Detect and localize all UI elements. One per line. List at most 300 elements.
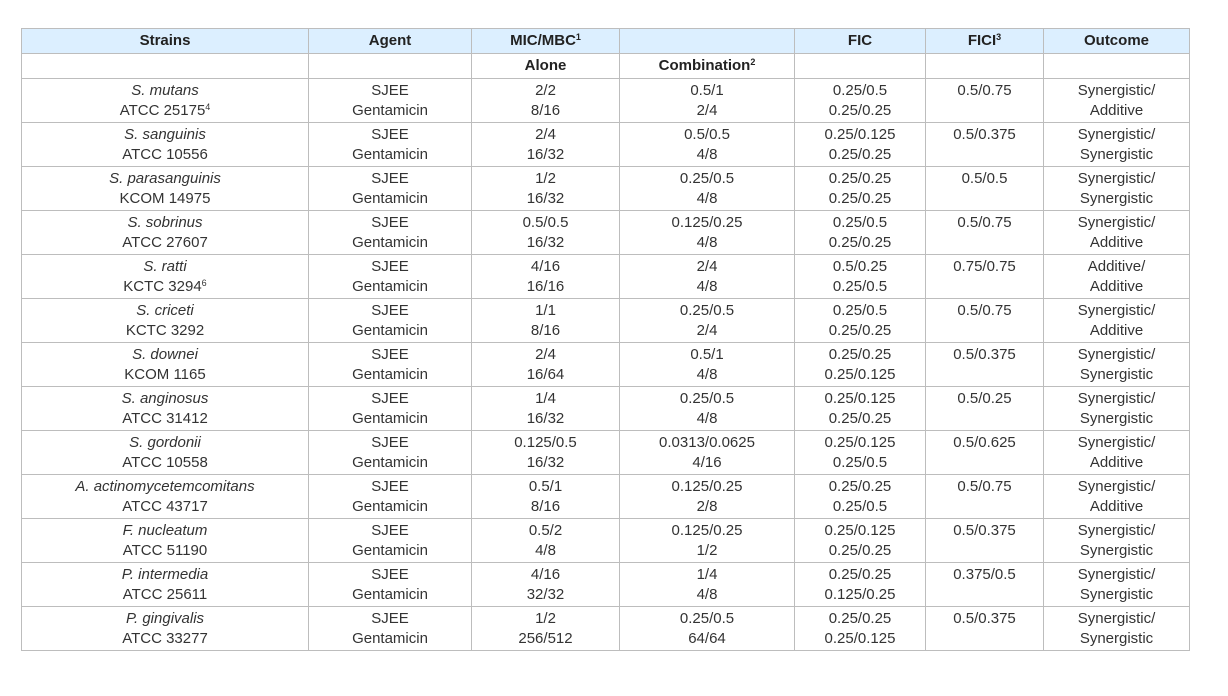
mic-mbc-value: 16/32 <box>526 146 565 163</box>
mic-mbc-value: 1/4 <box>696 566 718 583</box>
species-name: S. sanguinis <box>124 126 206 143</box>
agent-name: SJEE <box>371 610 409 627</box>
mic-mbc-value: 4/8 <box>696 278 718 295</box>
agent-name: SJEE <box>371 214 409 231</box>
mic-mbc-value: 8/16 <box>530 498 561 515</box>
fic-value: 0.25/0.125 <box>824 366 896 383</box>
outcome-text: Additive <box>1089 278 1144 295</box>
outcome-text: Synergistic/ <box>1077 434 1156 451</box>
species-name: S. mutans <box>131 82 199 99</box>
mic-mbc-value: 16/32 <box>526 234 565 251</box>
fic-value: 0.5/0.25 <box>832 258 888 275</box>
fic-value: 0.25/0.5 <box>832 278 888 295</box>
agent-cell <box>309 475 472 519</box>
alone-cell <box>472 563 620 607</box>
fici-cell <box>926 387 1044 431</box>
agent-name: SJEE <box>371 126 409 143</box>
column-header-label: FIC <box>847 32 873 49</box>
fic-value: 0.25/0.25 <box>828 346 892 363</box>
fici-cell <box>926 123 1044 167</box>
agent-name: Gentamicin <box>352 234 428 251</box>
agent-cell <box>309 431 472 475</box>
combination-cell <box>620 431 795 475</box>
agent-cell <box>309 343 472 387</box>
agent-cell <box>309 255 472 299</box>
outcome-cell <box>1044 343 1190 387</box>
agent-cell <box>309 123 472 167</box>
alone-cell <box>472 79 620 123</box>
agent-name: Gentamicin <box>352 410 428 427</box>
mic-mbc-value: 4/8 <box>535 542 556 559</box>
species-name: S. criceti <box>136 302 194 319</box>
fic-value: 0.25/0.5 <box>832 454 888 471</box>
species-name: S. downei <box>132 346 198 363</box>
agent-name: Gentamicin <box>352 190 428 207</box>
fic-cell <box>795 79 926 123</box>
outcome-cell <box>1044 211 1190 255</box>
table-row <box>22 211 1190 255</box>
column-header <box>472 29 620 54</box>
strain-id <box>22 233 308 253</box>
strain-id-text: ATCC 25611 <box>122 586 208 603</box>
strain-cell <box>22 255 309 299</box>
species-name: P. intermedia <box>121 566 209 583</box>
mic-mbc-value: 0.5/2 <box>528 522 563 539</box>
outcome-text: Synergistic <box>1079 586 1154 603</box>
alone-cell <box>472 167 620 211</box>
fic-value: 0.25/0.25 <box>828 322 892 339</box>
outcome-text: Synergistic/ <box>1077 82 1156 99</box>
alone-cell <box>472 519 620 563</box>
fici-cell <box>926 167 1044 211</box>
mic-mbc-value: 8/16 <box>530 102 561 119</box>
strain-cell <box>22 607 309 651</box>
outcome-text: Synergistic/ <box>1077 610 1156 627</box>
agent-cell <box>309 167 472 211</box>
combination-cell <box>620 167 795 211</box>
agent-name: Gentamicin <box>352 454 428 471</box>
fic-value: 0.25/0.5 <box>832 498 888 515</box>
mic-mbc-value: 4/8 <box>696 366 718 383</box>
alone-cell <box>472 431 620 475</box>
agent-name: Gentamicin <box>352 542 428 559</box>
strain-id-text: ATCC 10558 <box>122 454 208 471</box>
mic-mbc-value: 0.125/0.25 <box>671 214 743 231</box>
agent-name: Gentamicin <box>352 322 428 339</box>
agent-cell <box>309 79 472 123</box>
mic-mbc-value: 0.5/1 <box>690 82 724 99</box>
fici-value: 0.75/0.75 <box>953 258 1016 275</box>
agent-name: Gentamicin <box>352 498 428 515</box>
fici-cell <box>926 563 1044 607</box>
fic-cell <box>795 431 926 475</box>
fic-value: 0.25/0.25 <box>828 566 892 583</box>
outcome-text: Additive <box>1089 322 1144 339</box>
mic-mbc-value: 2/4 <box>696 102 718 119</box>
strain-id <box>22 277 308 297</box>
strain-cell <box>22 211 309 255</box>
agent-cell <box>309 607 472 651</box>
outcome-text: Synergistic/ <box>1077 566 1156 583</box>
alone-cell <box>472 299 620 343</box>
subheader-cell <box>472 54 620 79</box>
mic-mbc-value: 1/2 <box>696 542 718 559</box>
strain-id-text: ATCC 10556 <box>122 146 208 163</box>
outcome-text: Synergistic/ <box>1077 214 1156 231</box>
fici-value: 0.5/0.625 <box>953 434 1016 451</box>
outcome-text: Synergistic <box>1079 146 1154 163</box>
outcome-text: Additive <box>1089 234 1144 251</box>
mic-mbc-value: 16/32 <box>526 454 565 471</box>
fici-value: 0.5/0.25 <box>957 390 1012 407</box>
fic-value: 0.25/0.5 <box>832 214 888 231</box>
strain-id <box>22 189 308 209</box>
agent-name: SJEE <box>371 346 409 363</box>
alone-cell <box>472 255 620 299</box>
outcome-text: Additive/ <box>1087 258 1146 275</box>
outcome-text: Synergistic/ <box>1077 390 1156 407</box>
outcome-text: Synergistic/ <box>1077 170 1156 187</box>
combination-cell <box>620 519 795 563</box>
column-header-label: Agent <box>368 32 412 49</box>
agent-name: Gentamicin <box>352 278 428 295</box>
fic-value: 0.25/0.25 <box>828 234 892 251</box>
column-header <box>1044 29 1190 54</box>
table-row <box>22 299 1190 343</box>
subheader-cell <box>309 54 472 79</box>
agent-name: SJEE <box>371 522 409 539</box>
strain-id-text: KCTC 3292 <box>125 322 205 339</box>
outcome-cell <box>1044 299 1190 343</box>
alone-cell <box>472 607 620 651</box>
fic-value: 0.25/0.5 <box>832 302 888 319</box>
fici-cell <box>926 431 1044 475</box>
fici-value: 0.5/0.5 <box>961 170 1008 187</box>
mic-mbc-value: 0.25/0.5 <box>679 390 735 407</box>
mic-mbc-value: 32/32 <box>526 586 565 603</box>
fic-cell <box>795 123 926 167</box>
strain-cell <box>22 343 309 387</box>
column-header-label: FICI <box>967 32 997 49</box>
combination-cell <box>620 211 795 255</box>
agent-name: SJEE <box>371 258 409 275</box>
footnote-marker: 4 <box>205 102 211 112</box>
agent-name: SJEE <box>371 434 409 451</box>
strain-id <box>22 409 308 429</box>
fic-value: 0.25/0.25 <box>828 102 892 119</box>
fic-cell <box>795 563 926 607</box>
column-header <box>620 29 795 54</box>
mic-mbc-value: 0.25/0.5 <box>679 170 735 187</box>
outcome-text: Additive <box>1089 454 1144 471</box>
outcome-cell <box>1044 255 1190 299</box>
mic-mbc-value: 16/32 <box>526 410 565 427</box>
fic-value: 0.25/0.125 <box>824 630 896 647</box>
strain-cell <box>22 167 309 211</box>
mic-mbc-value: 1/1 <box>535 302 556 319</box>
fici-value: 0.5/0.375 <box>953 610 1016 627</box>
fic-value: 0.25/0.125 <box>824 522 896 539</box>
mic-mbc-value: 0.25/0.5 <box>679 610 735 627</box>
table-row <box>22 475 1190 519</box>
mic-mbc-value: 2/4 <box>535 126 556 143</box>
agent-name: SJEE <box>371 566 409 583</box>
strain-id <box>22 321 308 341</box>
outcome-text: Synergistic <box>1079 366 1154 383</box>
mic-mbc-value: 0.5/0.5 <box>522 214 569 231</box>
strain-id-text: KCOM 14975 <box>119 190 211 207</box>
fici-value: 0.5/0.375 <box>953 522 1016 539</box>
strain-cell <box>22 387 309 431</box>
outcome-text: Synergistic/ <box>1077 478 1156 495</box>
combination-cell <box>620 299 795 343</box>
table-row <box>22 387 1190 431</box>
footnote-marker: 2 <box>750 57 756 67</box>
combination-cell <box>620 343 795 387</box>
fic-value: 0.25/0.25 <box>828 190 892 207</box>
fic-value: 0.25/0.25 <box>828 478 892 495</box>
agent-cell <box>309 519 472 563</box>
fici-value: 0.5/0.75 <box>957 82 1012 99</box>
agent-name: Gentamicin <box>352 586 428 603</box>
fici-cell <box>926 343 1044 387</box>
fic-cell <box>795 255 926 299</box>
strain-cell <box>22 431 309 475</box>
strain-id <box>22 497 308 517</box>
mic-mbc-value: 4/8 <box>696 190 718 207</box>
strain-id-text: ATCC 25175 <box>119 102 206 119</box>
species-name: P. gingivalis <box>125 610 205 627</box>
fic-value: 0.25/0.25 <box>828 542 892 559</box>
outcome-cell <box>1044 607 1190 651</box>
fic-cell <box>795 299 926 343</box>
strain-id-text: ATCC 31412 <box>122 410 208 427</box>
mic-mbc-value: 1/2 <box>535 170 556 187</box>
mic-mbc-value: 0.5/1 <box>690 346 724 363</box>
mic-mbc-value: 0.5/1 <box>528 478 563 495</box>
fici-cell <box>926 607 1044 651</box>
table-body <box>22 54 1190 651</box>
mic-mbc-value: 0.125/0.5 <box>514 434 577 451</box>
mic-mbc-value: 0.5/0.5 <box>684 126 730 143</box>
strain-id-text: ATCC 43717 <box>122 498 208 515</box>
mic-mbc-value: 2/8 <box>696 498 718 515</box>
species-name: S. ratti <box>143 258 187 275</box>
mic-mbc-value: 4/16 <box>530 566 561 583</box>
fic-cell <box>795 343 926 387</box>
table-row <box>22 343 1190 387</box>
alone-cell <box>472 387 620 431</box>
column-header <box>795 29 926 54</box>
fic-value: 0.125/0.25 <box>824 586 896 603</box>
strain-cell <box>22 299 309 343</box>
outcome-text: Synergistic/ <box>1077 522 1156 539</box>
table-row <box>22 255 1190 299</box>
fic-value: 0.25/0.5 <box>832 82 888 99</box>
combination-cell <box>620 387 795 431</box>
mic-mbc-value: 4/16 <box>530 258 561 275</box>
strain-cell <box>22 519 309 563</box>
subheader-cell <box>926 54 1044 79</box>
outcome-text: Synergistic <box>1079 190 1154 207</box>
column-header <box>926 29 1044 54</box>
footnote-marker: 1 <box>575 32 581 42</box>
species-name: S. anginosus <box>121 390 209 407</box>
mic-mbc-value: 16/64 <box>526 366 565 383</box>
strain-cell <box>22 563 309 607</box>
agent-name: Gentamicin <box>352 366 428 383</box>
subheader-label: Combination <box>658 57 751 74</box>
footnote-marker: 3 <box>996 32 1002 42</box>
agent-name: Gentamicin <box>352 630 428 647</box>
combination-cell <box>620 79 795 123</box>
mic-mbc-value: 4/16 <box>692 454 722 471</box>
agent-name: SJEE <box>371 82 409 99</box>
mic-mbc-value: 4/8 <box>696 586 718 603</box>
strain-id-text: KCTC 3294 <box>123 278 202 295</box>
outcome-cell <box>1044 387 1190 431</box>
mic-mbc-value: 2/4 <box>696 258 718 275</box>
table-row <box>22 123 1190 167</box>
strain-id <box>22 629 308 649</box>
column-header-label: Outcome <box>1083 32 1149 49</box>
fici-value: 0.5/0.375 <box>953 126 1016 143</box>
combination-cell <box>620 123 795 167</box>
fici-value: 0.5/0.75 <box>957 302 1012 319</box>
subheader-cell <box>795 54 926 79</box>
subheader-cell <box>22 54 309 79</box>
subheader-cell <box>620 54 795 79</box>
species-name: A. actinomycetemcomitans <box>75 478 255 495</box>
results-table <box>21 28 1190 651</box>
fic-value: 0.25/0.25 <box>828 410 892 427</box>
mic-mbc-value: 1/4 <box>535 390 556 407</box>
agent-cell <box>309 299 472 343</box>
mic-mbc-value: 4/8 <box>696 410 718 427</box>
strain-cell <box>22 475 309 519</box>
mic-mbc-value: 0.125/0.25 <box>671 478 743 495</box>
column-header <box>22 29 309 54</box>
mic-mbc-value: 2/4 <box>535 346 556 363</box>
results-table-container <box>21 28 1189 651</box>
mic-mbc-value: 0.25/0.5 <box>679 302 735 319</box>
mic-mbc-value: 256/512 <box>518 630 573 647</box>
table-row <box>22 167 1190 211</box>
outcome-cell <box>1044 167 1190 211</box>
strain-cell <box>22 123 309 167</box>
combination-cell <box>620 255 795 299</box>
alone-cell <box>472 211 620 255</box>
outcome-text: Synergistic <box>1079 630 1154 647</box>
outcome-text: Synergistic/ <box>1077 346 1156 363</box>
strain-id-text: KCOM 1165 <box>124 366 206 383</box>
fic-value: 0.25/0.25 <box>828 610 892 627</box>
mic-mbc-value: 16/16 <box>526 278 565 295</box>
outcome-cell <box>1044 79 1190 123</box>
column-header-label: MIC/MBC <box>510 32 576 49</box>
subheader-label: Alone <box>524 57 567 74</box>
column-header <box>309 29 472 54</box>
strain-id <box>22 101 308 121</box>
alone-cell <box>472 475 620 519</box>
agent-name: Gentamicin <box>352 102 428 119</box>
outcome-cell <box>1044 475 1190 519</box>
fici-cell <box>926 255 1044 299</box>
table-row <box>22 519 1190 563</box>
strain-id-text: ATCC 51190 <box>122 542 208 559</box>
fic-cell <box>795 475 926 519</box>
fic-cell <box>795 211 926 255</box>
fic-cell <box>795 387 926 431</box>
mic-mbc-value: 2/2 <box>535 82 556 99</box>
fic-value: 0.25/0.125 <box>824 390 896 407</box>
fici-cell <box>926 475 1044 519</box>
subheader-cell <box>1044 54 1190 79</box>
fici-cell <box>926 79 1044 123</box>
agent-cell <box>309 563 472 607</box>
outcome-text: Synergistic/ <box>1077 126 1156 143</box>
strain-id <box>22 453 308 473</box>
mic-mbc-value: 8/16 <box>530 322 561 339</box>
fic-cell <box>795 167 926 211</box>
species-name: S. gordonii <box>129 434 201 451</box>
header-row <box>22 29 1190 54</box>
agent-cell <box>309 387 472 431</box>
agent-name: SJEE <box>371 390 409 407</box>
table-row <box>22 79 1190 123</box>
outcome-text: Additive <box>1089 102 1144 119</box>
strain-id <box>22 541 308 561</box>
alone-cell <box>472 343 620 387</box>
fici-value: 0.375/0.5 <box>953 566 1016 583</box>
outcome-text: Synergistic <box>1079 542 1154 559</box>
strain-id <box>22 365 308 385</box>
mic-mbc-value: 64/64 <box>688 630 726 647</box>
outcome-text: Synergistic/ <box>1077 302 1156 319</box>
mic-mbc-value: 0.125/0.25 <box>671 522 743 539</box>
strain-id <box>22 585 308 605</box>
mic-mbc-value: 2/4 <box>696 322 718 339</box>
species-name: F. nucleatum <box>122 522 208 539</box>
fici-value: 0.5/0.375 <box>953 346 1016 363</box>
fici-value: 0.5/0.75 <box>957 214 1012 231</box>
species-name: S. sobrinus <box>127 214 203 231</box>
fici-value: 0.5/0.75 <box>957 478 1012 495</box>
outcome-cell <box>1044 519 1190 563</box>
outcome-cell <box>1044 563 1190 607</box>
strain-cell <box>22 79 309 123</box>
agent-cell <box>309 211 472 255</box>
combination-cell <box>620 607 795 651</box>
outcome-cell <box>1044 431 1190 475</box>
fic-value: 0.25/0.125 <box>824 434 896 451</box>
fic-value: 0.25/0.25 <box>828 170 892 187</box>
strain-id-text: ATCC 33277 <box>122 630 208 647</box>
table-row <box>22 607 1190 651</box>
mic-mbc-value: 1/2 <box>535 610 556 627</box>
fici-cell <box>926 211 1044 255</box>
fici-cell <box>926 519 1044 563</box>
column-header-label: Strains <box>139 32 191 49</box>
combination-cell <box>620 563 795 607</box>
fici-cell <box>926 299 1044 343</box>
outcome-text: Synergistic <box>1079 410 1154 427</box>
fic-cell <box>795 607 926 651</box>
agent-name: SJEE <box>371 478 409 495</box>
strain-id <box>22 145 308 165</box>
fic-value: 0.25/0.25 <box>828 146 892 163</box>
outcome-text: Additive <box>1089 498 1144 515</box>
